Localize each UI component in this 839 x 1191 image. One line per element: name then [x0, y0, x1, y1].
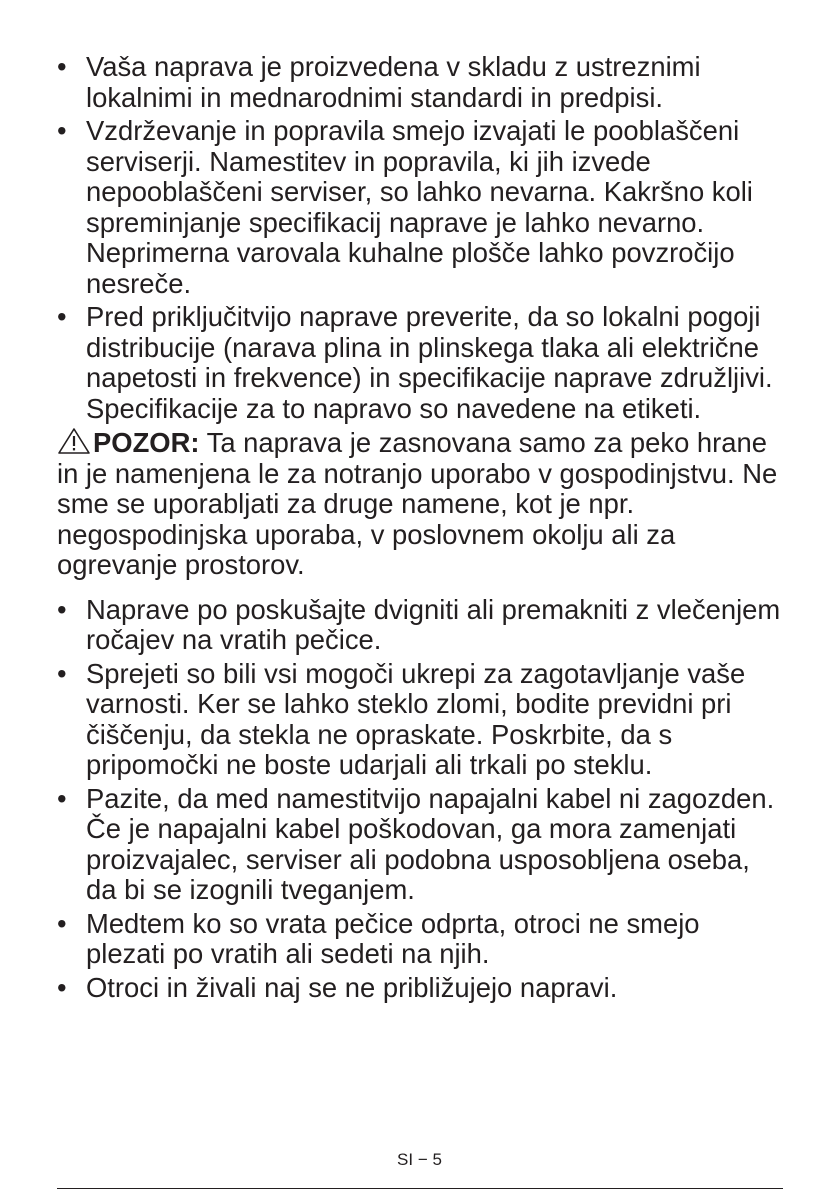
- list-item-text: Pred priključitvijo naprave preverite, da so lokalni pogoji distribucije (narava plina in plinskega tlaka ali električne napetosti in frekvence) in specifikacije naprave združljivi. Specifikacije za to napravo so navedene na etiketi.: [86, 301, 773, 424]
- list-item: [57, 973, 783, 1004]
- list-item-text: Otroci in živali naj se ne približujejo napravi.: [86, 971, 618, 1003]
- warning-text: Ta naprava je zasnovana samo za peko hrane in je namenjena le za notranjo uporabo v gospodinjstvu. Ne sme se uporabljati za druge namene, kot je npr. negospodinjska uporaba, v poslovnem okolju ali za ogrevanje prostorov.: [57, 427, 778, 580]
- bullet-glyph: •: [57, 115, 67, 146]
- list-item-text: Naprave po poskušajte dvigniti ali premakniti z vlečenjem ročajev na vratih pečice.: [86, 593, 781, 655]
- list-item: [57, 909, 783, 970]
- warning-triangle-icon: [57, 427, 91, 455]
- bullet-glyph: •: [57, 971, 67, 1003]
- page-number: SI − 5: [397, 1150, 442, 1169]
- bullet-glyph: •: [57, 301, 67, 332]
- list-item-text: Vaša naprava je proizvedena v skladu z ustreznimi lokalnimi in mednarodnimi standardi in predpisi.: [86, 51, 701, 113]
- list-item-text: Sprejeti so bili vsi mogoči ukrepi za zagotavljanje vaše varnosti. Ker se lahko steklo zlomi, bodite previdni pri čiščenju, da stekla ne opraskate. Poskrbite, da s pripomočki ne boste udarjali ali trkali po steklu.: [86, 657, 746, 780]
- list-item: [57, 784, 783, 906]
- safety-list-top: [57, 52, 783, 424]
- list-item: [57, 659, 783, 781]
- bullet-glyph: •: [57, 657, 67, 689]
- bullet-glyph: •: [57, 907, 67, 939]
- footer-divider: [57, 1188, 783, 1189]
- safety-list-bottom: [57, 595, 783, 1004]
- warning-paragraph: [57, 427, 783, 581]
- list-item: [57, 595, 783, 656]
- bullet-glyph: •: [57, 51, 67, 82]
- document-body: [57, 52, 783, 1006]
- list-item: [57, 302, 783, 424]
- list-item-text: Medtem ko so vrata pečice odprta, otroci ne smejo plezati po vratih ali sedeti na njih.: [86, 907, 700, 969]
- list-item: [57, 52, 783, 113]
- warning-label: POZOR:: [93, 427, 200, 458]
- list-item-text: Pazite, da med namestitvijo napajalni kabel ni zagozden. Če je napajalni kabel poškodovan, ga mora zamenjati proizvajalec, serviser ali podobna usposobljena oseba, da bi se izognili tveganjem.: [86, 782, 775, 905]
- bullet-glyph: •: [57, 593, 67, 625]
- bullet-glyph: •: [57, 782, 67, 814]
- list-item: [57, 116, 783, 299]
- list-item-text: Vzdrževanje in popravila smejo izvajati le pooblaščeni serviserji. Namestitev in popravila, ki jih izvede nepooblaščeni serviser, so lahko nevarna. Kakršno koli spreminjanje specifikacij naprave je lahko nevarno. Neprimerna varovala kuhalne plošče lahko povzročijo nesreče.: [86, 115, 753, 299]
